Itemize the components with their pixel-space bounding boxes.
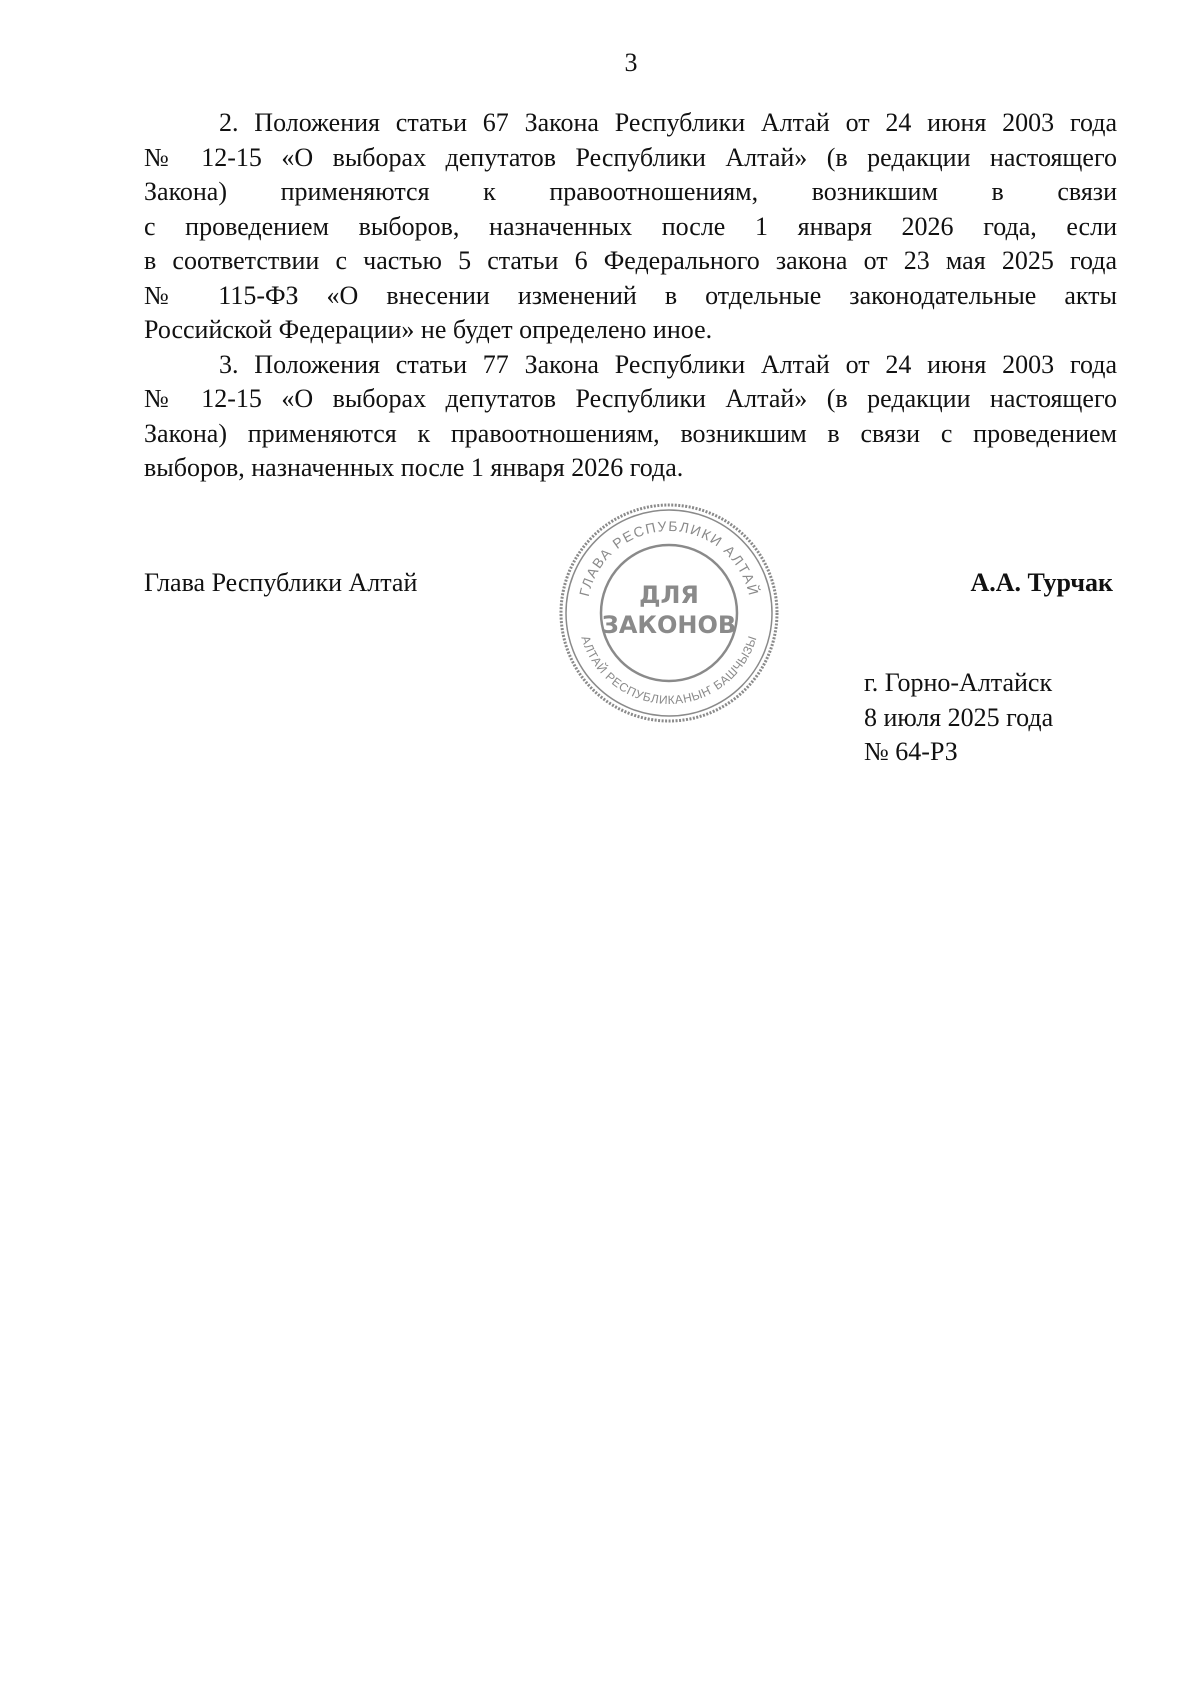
signatory-name: А.А. Турчак	[970, 568, 1113, 597]
seal-text-bottom: АЛТАЙ РЕСПУБЛИКАНЫҤ БАШЧЫЗЫ	[578, 633, 760, 708]
paragraph-line: № 12-15 «О выборах депутатов Республики Алтай» (в редакции настоящего	[144, 384, 1117, 413]
paragraph-line: Российской Федерации» не будет определено иное.	[144, 315, 713, 344]
seal-center-line-1: ДЛЯ	[639, 581, 699, 609]
seal-text-top: ГЛАВА РЕСПУБЛИКИ АЛТАЙ	[575, 517, 763, 598]
page-number: 3	[624, 48, 638, 77]
paragraph-line: № 12-15 «О выборах депутатов Республики Алтай» (в редакции настоящего	[144, 142, 1117, 172]
city: г. Горно-Алтайск	[864, 668, 1053, 697]
seal-center-line-2: ЗАКОНОВ	[601, 611, 737, 639]
signatory-position: Глава Республики Алтай	[144, 568, 418, 597]
paragraph-line: Закона) применяются к правоотношениям, возникшим в связи	[144, 177, 1117, 206]
document-body	[144, 106, 1117, 486]
date: 8 июля 2025 года	[864, 702, 1054, 732]
paragraph-line: выборов, назначенных после 1 января 2026 года.	[144, 453, 684, 482]
paragraph-2	[144, 106, 1117, 348]
official-seal	[556, 500, 782, 726]
paragraph-line: Закона) применяются к правоотношениям, возникшим в связи с проведением	[144, 418, 1117, 448]
paragraph-line: с проведением выборов, назначенных после 1 января 2026 года, если	[144, 211, 1117, 241]
law-number: № 64-РЗ	[864, 737, 958, 766]
place-date-number-block	[864, 666, 1053, 770]
paragraph-line: 2. Положения статьи 67 Закона Республики Алтай от 24 июня 2003 года	[219, 108, 1117, 137]
paragraph-3	[144, 348, 1117, 486]
svg-text:АЛТАЙ РЕСПУБЛИКАНЫҤ БАШЧЫЗЫ	[578, 634, 759, 707]
paragraph-line: в соответствии с частью 5 статьи 6 Федерального закона от 23 мая 2025 года	[144, 246, 1117, 275]
paragraph-line: № 115-ФЗ «О внесении изменений в отдельные законодательные акты	[144, 280, 1117, 310]
paragraph-line: 3. Положения статьи 77 Закона Республики Алтай от 24 июня 2003 года	[219, 349, 1117, 379]
